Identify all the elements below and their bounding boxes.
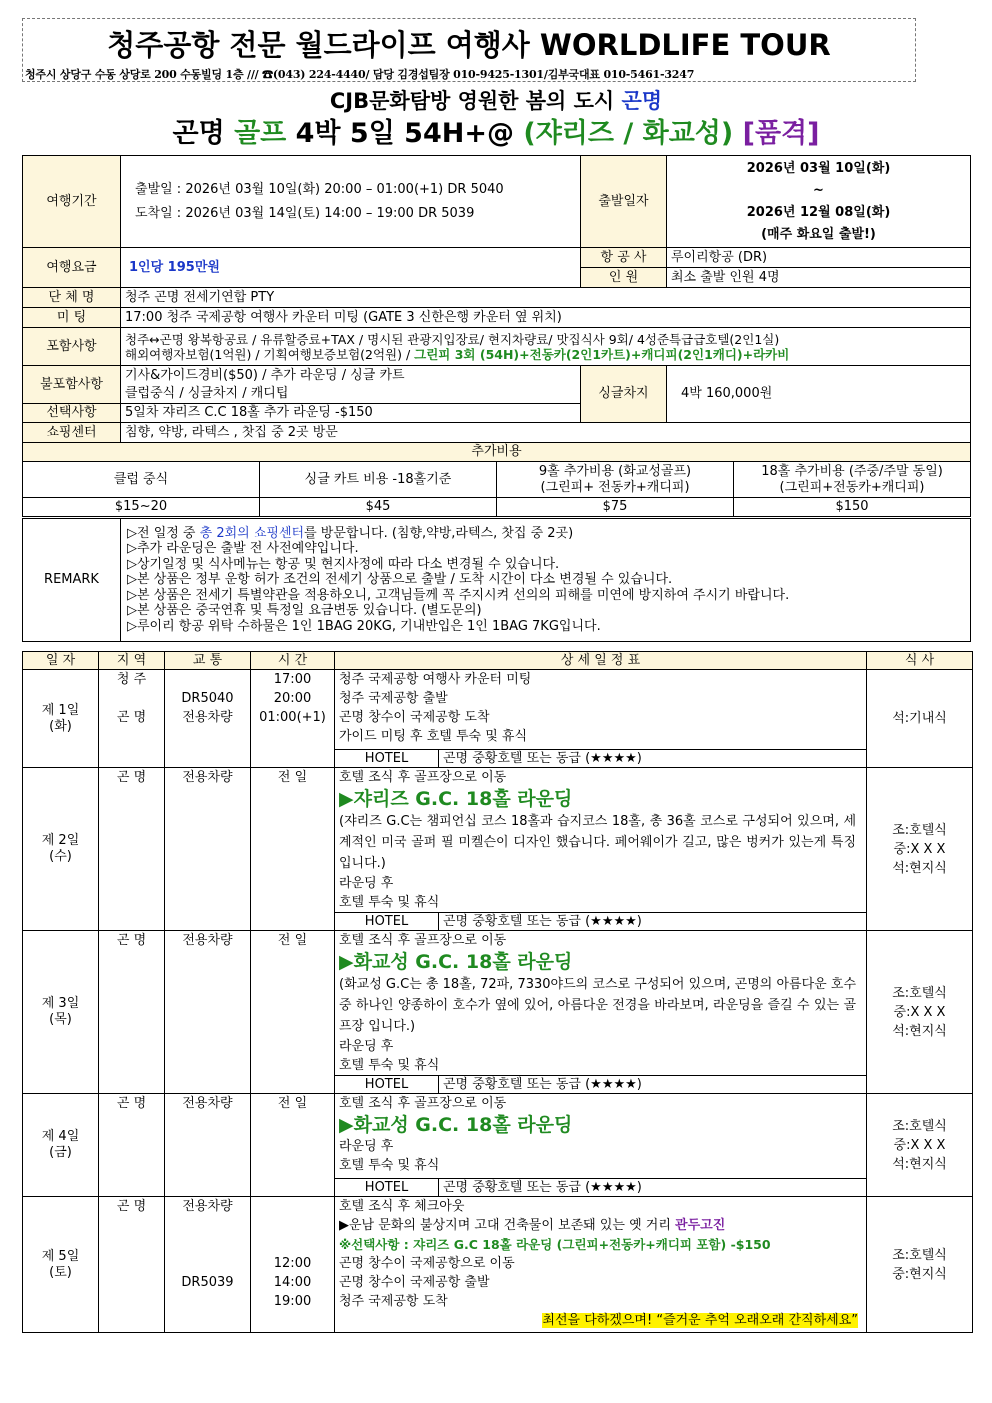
day2-region: 곤 명 <box>99 768 165 931</box>
day5-oldtown: ▶운남 문화의 불상지며 고대 건축물이 보존돼 있는 옛 거리 관두고진 <box>339 1218 726 1233</box>
day4-hotel-value: 곤명 중황호텔 또는 동급 (★★★★) <box>439 1179 867 1197</box>
sched-header-detail: 상 세 일 정 표 <box>335 652 867 670</box>
sched-header-region: 지 역 <box>99 652 165 670</box>
single-value: 4박 160,000원 <box>667 366 971 423</box>
group-value: 청주 곤명 전세기연합 PTY <box>121 288 971 308</box>
day1-meal: 석:기내식 <box>867 670 973 768</box>
incl-line-2a: 해외여행자보험(1억원) / 기획여행보증보험(2억원) / <box>125 346 415 362</box>
day3-day: 제 3일 (목) <box>23 931 99 1094</box>
option-label: 선택사항 <box>23 404 121 423</box>
arrival-text: 도착일 : 2026년 03월 14일(토) 14:00 – 19:00 DR 5039 <box>135 205 475 221</box>
day2-day: 제 2일 (수) <box>23 768 99 931</box>
period-value <box>121 156 581 248</box>
extra-cost-table <box>22 442 971 517</box>
header-banner <box>22 18 916 82</box>
day2-course: ▶쟈리즈 G.C. 18홀 라운딩 <box>339 788 573 810</box>
remark-table <box>22 518 971 642</box>
airline-value: 루이리항공 (DR) <box>667 248 971 268</box>
day5-option: ※선택사항 : 쟈리즈 G.C 18홀 라운딩 (그린피+전동카+캐디피 포함) -$150 <box>339 1237 771 1252</box>
extra-header-18hole: 18홀 추가비용 (주중/주말 동일) (그린피+전동카+캐디피) <box>734 462 971 498</box>
incl-line-1: 청주↔곤명 왕복항공료 / 유류할증료+TAX / 명시된 관광지입장료/ 현지차량료/ 맛집식사 9회/ 4성준특급급호텔(2인1실) <box>125 331 780 347</box>
single-label: 싱글차지 <box>581 366 667 423</box>
incl-line-2 <box>125 347 966 362</box>
day4-region: 곤 명 <box>99 1094 165 1197</box>
day4-day: 제 4일 (금) <box>23 1094 99 1197</box>
day1-hotel-value: 곤명 중황호텔 또는 동급 (★★★★) <box>439 750 867 768</box>
incl-line-2b: 그린피 3회 (54H)+전동카(2인1카트)+캐디피(2인1캐디)+라카비 <box>414 346 790 362</box>
product-title <box>0 111 992 150</box>
remark-line-6: ▷본 상품은 중국연휴 및 특정일 요금변동 있습니다. (별도문의) <box>127 603 482 619</box>
remark-line-4: ▷본 상품은 정부 운항 허가 조건의 전세기 상품으로 출발 / 도착 시간이 다소 변경될 수 있습니다. <box>127 572 673 588</box>
shop-label: 쇼핑센터 <box>23 423 121 443</box>
day5-meal: 조:호텔식 중:현지식 <box>867 1197 973 1333</box>
day4-meal: 조:호텔식 중:X X X 석:현지식 <box>867 1094 973 1197</box>
day4-course: ▶화교성 G.C. 18홀 라운딩 <box>339 1114 573 1136</box>
day1-region: 청 주 곤 명 <box>99 670 165 768</box>
day4-hotel-label: HOTEL <box>335 1179 439 1197</box>
day1-transport: DR5040 전용차량 <box>165 670 251 768</box>
day5-transport: 전용차량 DR5039 <box>165 1197 251 1333</box>
meet-value: 17:00 청주 국제공항 여행사 카운터 미팅 (GATE 3 신한은행 카운터 옆 위치) <box>121 308 971 328</box>
extra-header-lunch: 클럽 중식 <box>23 462 260 498</box>
depdate-value <box>667 156 971 248</box>
excl-label: 불포함사항 <box>23 366 121 404</box>
extra-value-18hole: $150 <box>734 498 971 517</box>
sched-header-time: 시 간 <box>251 652 335 670</box>
extra-value-lunch: $15~20 <box>23 498 260 517</box>
day4-time: 전 일 <box>251 1094 335 1197</box>
sched-header-meal: 식 사 <box>867 652 973 670</box>
period-label: 여행기간 <box>23 156 121 248</box>
day2-detail: 호텔 조식 후 골프장으로 이동 ▶쟈리즈 G.C. 18홀 라운딩 (쟈리즈 G.C는 챔피언십 코스 18홀과 습지코스 18홀, 총 36홀 코스로 구성되어 있으며, 세계적인 미국 골퍼 필 미켈슨이 디자인 했습니다. 페어웨이가 길고, 많은 벙커가 있는게 특징입니다.) 라운딩 후 호텔 투숙 및 휴식 <box>335 768 867 913</box>
agency-contact: 청주시 상당구 수동 상당로 200 수동빌딩 1층 /// ☎(043) 224-4440/ 담당 김경섭팀장 010-9425-1301/김부국대표 010-5461-3247 <box>25 68 695 80</box>
extra-value-9hole: $75 <box>497 498 734 517</box>
closing-message: 최선을 다하겠으며! “즐거운 추억 오래오래 간직하세요” <box>542 1313 859 1328</box>
group-label: 단 체 명 <box>23 288 121 308</box>
fee-value: 1인당 195만원 <box>121 248 581 288</box>
sched-header-day: 일 자 <box>23 652 99 670</box>
incl-value <box>121 328 971 366</box>
day3-region: 곤 명 <box>99 931 165 1094</box>
day2-desc: (쟈리즈 G.C는 챔피언십 코스 18홀과 습지코스 18홀, 총 36홀 코스로 구성되어 있으며, 세계적인 미국 골퍼 필 미켈슨이 디자인 했습니다. 페어웨이가 길고, 많은 벙커가 있는게 특징입니다.) <box>339 814 857 871</box>
sched-header-transport: 교 통 <box>165 652 251 670</box>
day3-row <box>23 931 973 1076</box>
day3-hotel-value: 곤명 중황호텔 또는 동급 (★★★★) <box>439 1076 867 1094</box>
day3-time: 전 일 <box>251 931 335 1094</box>
day4-detail: 호텔 조식 후 골프장으로 이동 ▶화교성 G.C. 18홀 라운딩 라운딩 후 호텔 투숙 및 휴식 <box>335 1094 867 1179</box>
info-table <box>22 155 971 443</box>
extra-value-cart: $45 <box>260 498 497 517</box>
subtitle-city: 곤명 <box>621 89 663 113</box>
product-part-1: 곤명 <box>172 118 235 149</box>
remark-label: REMARK <box>23 519 121 642</box>
product-part-2: 골프 <box>234 118 287 149</box>
remark-body <box>121 519 971 642</box>
subtitle-prefix: CJB문화탐방 영원한 봄의 도시 <box>329 89 622 113</box>
day5-detail: 호텔 조식 후 체크아웃 ▶운남 문화의 불상지며 고대 건축물이 보존돼 있는 옛 거리 관두고진 ※선택사항 : 쟈리즈 G.C 18홀 라운딩 (그린피+전동카+캐디피 포함) -$150 곤명 창수이 국제공항으로 이동 곤명 창수이 국제공항 출발 청주 국제공항 도착 최선을 다하겠으며! “즐거운 추억 오래오래 간직하세요” <box>335 1197 867 1333</box>
product-part-4: (쟈리즈 / 화교성) <box>523 118 734 149</box>
day3-transport: 전용차량 <box>165 931 251 1094</box>
excl-value <box>121 366 581 404</box>
day5-row <box>23 1197 973 1333</box>
day3-meal: 조:호텔식 중:X X X 석:현지식 <box>867 931 973 1094</box>
incl-label: 포함사항 <box>23 328 121 366</box>
depdate-start: 2026년 03월 10일(화) <box>746 160 891 176</box>
schedule-table <box>22 651 973 1333</box>
day1-times: 17:00 20:00 01:00(+1) <box>251 670 335 768</box>
product-part-3: 4박 5일 54H+@ <box>286 118 524 149</box>
day1-detail: 청주 국제공항 여행사 카운터 미팅 청주 국제공항 출발 곤명 창수이 국제공항 도착 가이드 미팅 후 호텔 투숙 및 휴식 <box>335 670 867 750</box>
depdate-end: 2026년 12월 08일(화) <box>746 204 891 220</box>
day5-region: 곤 명 <box>99 1197 165 1333</box>
day2-meal: 조:호텔식 중:X X X 석:현지식 <box>867 768 973 931</box>
min-label: 인 원 <box>581 268 667 288</box>
remark-line-5: ▷본 상품은 전세기 특별약관을 적용하오니, 고객님들께 꼭 주지시켜 선의의 피해를 미연에 방지하여 주시기 바랍니다. <box>127 587 790 603</box>
remark-line-7: ▷루이리 항공 위탁 수하물은 1인 1BAG 20KG, 기내반입은 1인 1BAG 7KG입니다. <box>127 618 601 634</box>
day1-hotel-label: HOTEL <box>335 750 439 768</box>
excl-line-1: 기사&가이드경비($50) / 추가 라운딩 / 싱글 카트 <box>125 367 405 383</box>
day2-row <box>23 768 973 913</box>
day1-row <box>23 670 973 750</box>
remark-line-3: ▷상기일정 및 식사메뉴는 항공 및 현지사정에 따라 다소 변경될 수 있습니다. <box>127 556 560 572</box>
day3-desc: (화교성 G.C는 총 18홀, 72파, 7330야드의 코스로 구성되어 있으며, 곤명의 아름다운 호수 중 하나인 양종하이 호수가 옆에 있어, 아름다운 전경을 바라보며, 라운딩을 즐길 수 있는 골프장 입니다.) <box>339 977 857 1034</box>
day4-transport: 전용차량 <box>165 1094 251 1197</box>
extra-header-9hole: 9홀 추가비용 (화교성골프) (그린피+ 전동카+캐디피) <box>497 462 734 498</box>
remark-line-1: ▷전 일정 중 총 2회의 쇼핑센터를 방문합니다. (침향,약방,라텍스, 찻집 중 2곳) <box>127 525 574 541</box>
meet-label: 미 팅 <box>23 308 121 328</box>
day5-times: 12:00 14:00 19:00 <box>251 1197 335 1333</box>
extra-title: 추가비용 <box>23 443 971 462</box>
min-value: 최소 출발 인원 4명 <box>667 268 971 288</box>
excl-line-2: 클럽중식 / 싱글차지 / 캐디팁 <box>125 385 289 401</box>
product-part-5: [품격] <box>733 118 820 149</box>
day1-day: 제 1일 (화) <box>23 670 99 768</box>
depdate-sep: ~ <box>813 182 824 198</box>
fee-label: 여행요금 <box>23 248 121 288</box>
day2-hotel-value: 곤명 중황호텔 또는 동급 (★★★★) <box>439 913 867 931</box>
airline-label: 항 공 사 <box>581 248 667 268</box>
extra-header-cart: 싱글 카트 비용 -18홀기준 <box>260 462 497 498</box>
agency-title: 청주공항 전문 월드라이프 여행사 WORLDLIFE TOUR <box>107 28 831 62</box>
day2-hotel-label: HOTEL <box>335 913 439 931</box>
depdate-label: 출발일자 <box>581 156 667 248</box>
option-value: 5일차 쟈리즈 C.C 18홀 추가 라운딩 -$150 <box>121 404 581 423</box>
day5-day: 제 5일 (토) <box>23 1197 99 1333</box>
day3-detail: 호텔 조식 후 골프장으로 이동 ▶화교성 G.C. 18홀 라운딩 (화교성 G.C는 총 18홀, 72파, 7330야드의 코스로 구성되어 있으며, 곤명의 아름다운 호수 중 하나인 양종하이 호수가 옆에 있어, 아름다운 전경을 바라보며, 라운딩을 즐길 수 있는 골프장 입니다.) 라운딩 후 호텔 투숙 및 휴식 <box>335 931 867 1076</box>
day2-time: 전 일 <box>251 768 335 931</box>
depdate-note: (매주 화요일 출발!) <box>761 226 876 242</box>
shop-value: 침향, 약방, 라텍스 , 찻집 중 2곳 방문 <box>121 423 971 443</box>
day2-transport: 전용차량 <box>165 768 251 931</box>
remark-line-2: ▷추가 라운딩은 출발 전 사전예약입니다. <box>127 541 359 557</box>
day4-row <box>23 1094 973 1179</box>
departure-text: 출발일 : 2026년 03월 10일(화) 20:00 – 01:00(+1) DR 5040 <box>135 181 504 197</box>
day3-hotel-label: HOTEL <box>335 1076 439 1094</box>
day3-course: ▶화교성 G.C. 18홀 라운딩 <box>339 951 573 973</box>
